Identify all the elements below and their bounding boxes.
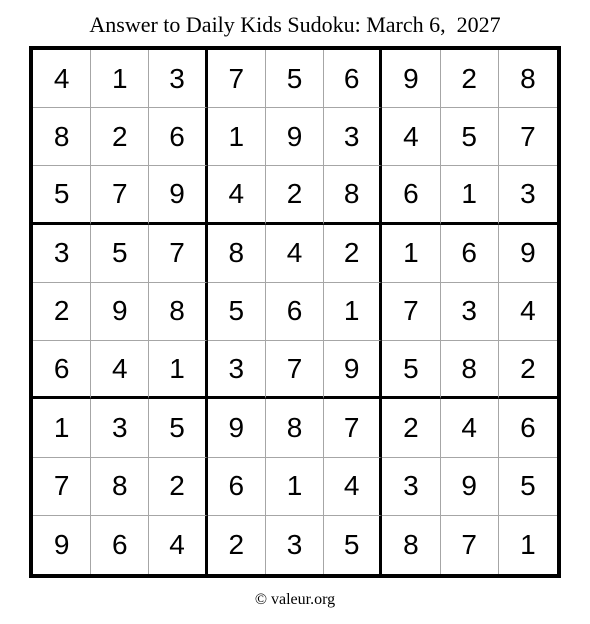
sudoku-cell-r5-c1: 2 bbox=[33, 283, 91, 341]
page-title: Answer to Daily Kids Sudoku: March 6, 2027 bbox=[89, 12, 501, 37]
sudoku-board bbox=[29, 46, 561, 578]
sudoku-cell-r5-c9: 4 bbox=[499, 283, 557, 341]
copyright-footer: © valeur.org bbox=[254, 591, 336, 608]
sudoku-cell-r4-c7: 1 bbox=[382, 225, 440, 283]
sudoku-cell-r1-c6: 6 bbox=[324, 50, 382, 108]
sudoku-cell-r4-c3: 7 bbox=[149, 225, 207, 283]
sudoku-cell-r4-c9: 9 bbox=[499, 225, 557, 283]
sudoku-cell-r4-c4: 8 bbox=[208, 225, 266, 283]
sudoku-cell-r1-c5: 5 bbox=[266, 50, 324, 108]
sudoku-cell-r4-c5: 4 bbox=[266, 225, 324, 283]
sudoku-cell-r4-c2: 5 bbox=[91, 225, 149, 283]
sudoku-cell-r2-c7: 4 bbox=[382, 108, 440, 166]
sudoku-cell-r3-c5: 2 bbox=[266, 166, 324, 224]
sudoku-cell-r9-c8: 7 bbox=[441, 516, 499, 574]
sudoku-cell-r8-c4: 6 bbox=[208, 458, 266, 516]
sudoku-cell-r8-c9: 5 bbox=[499, 458, 557, 516]
sudoku-cell-r2-c5: 9 bbox=[266, 108, 324, 166]
sudoku-cell-r7-c1: 1 bbox=[33, 399, 91, 457]
sudoku-cell-r3-c2: 7 bbox=[91, 166, 149, 224]
sudoku-cell-r4-c6: 2 bbox=[324, 225, 382, 283]
sudoku-cell-r9-c1: 9 bbox=[33, 516, 91, 574]
sudoku-cell-r5-c3: 8 bbox=[149, 283, 207, 341]
sudoku-cell-r8-c1: 7 bbox=[33, 458, 91, 516]
sudoku-cell-r3-c6: 8 bbox=[324, 166, 382, 224]
sudoku-cell-r1-c1: 4 bbox=[33, 50, 91, 108]
sudoku-cell-r1-c2: 1 bbox=[91, 50, 149, 108]
sudoku-cell-r6-c9: 2 bbox=[499, 341, 557, 399]
sudoku-cell-r6-c7: 5 bbox=[382, 341, 440, 399]
sudoku-cell-r8-c5: 1 bbox=[266, 458, 324, 516]
sudoku-cell-r6-c6: 9 bbox=[324, 341, 382, 399]
sudoku-cell-r6-c3: 1 bbox=[149, 341, 207, 399]
sudoku-cell-r2-c9: 7 bbox=[499, 108, 557, 166]
sudoku-cell-r1-c3: 3 bbox=[149, 50, 207, 108]
sudoku-cell-r6-c5: 7 bbox=[266, 341, 324, 399]
sudoku-cell-r9-c5: 3 bbox=[266, 516, 324, 574]
sudoku-cell-r2-c6: 3 bbox=[324, 108, 382, 166]
sudoku-cell-r9-c2: 6 bbox=[91, 516, 149, 574]
sudoku-cell-r6-c8: 8 bbox=[441, 341, 499, 399]
sudoku-cell-r3-c3: 9 bbox=[149, 166, 207, 224]
sudoku-cell-r2-c3: 6 bbox=[149, 108, 207, 166]
sudoku-cell-r7-c6: 7 bbox=[324, 399, 382, 457]
sudoku-cell-r7-c7: 2 bbox=[382, 399, 440, 457]
sudoku-cell-r8-c2: 8 bbox=[91, 458, 149, 516]
sudoku-cell-r3-c1: 5 bbox=[33, 166, 91, 224]
sudoku-cell-r5-c5: 6 bbox=[266, 283, 324, 341]
sudoku-cell-r1-c9: 8 bbox=[499, 50, 557, 108]
sudoku-cell-r9-c6: 5 bbox=[324, 516, 382, 574]
sudoku-cell-r7-c9: 6 bbox=[499, 399, 557, 457]
sudoku-cell-r4-c8: 6 bbox=[441, 225, 499, 283]
sudoku-cell-r3-c4: 4 bbox=[208, 166, 266, 224]
sudoku-cell-r8-c3: 2 bbox=[149, 458, 207, 516]
sudoku-cell-r3-c7: 6 bbox=[382, 166, 440, 224]
sudoku-cell-r7-c2: 3 bbox=[91, 399, 149, 457]
sudoku-cell-r8-c6: 4 bbox=[324, 458, 382, 516]
sudoku-cell-r9-c4: 2 bbox=[208, 516, 266, 574]
sudoku-cell-r1-c7: 9 bbox=[382, 50, 440, 108]
sudoku-cell-r8-c8: 9 bbox=[441, 458, 499, 516]
sudoku-cell-r5-c2: 9 bbox=[91, 283, 149, 341]
sudoku-cell-r7-c5: 8 bbox=[266, 399, 324, 457]
sudoku-cell-r4-c1: 3 bbox=[33, 225, 91, 283]
sudoku-cell-r1-c8: 2 bbox=[441, 50, 499, 108]
sudoku-cell-r9-c7: 8 bbox=[382, 516, 440, 574]
sudoku-cell-r5-c7: 7 bbox=[382, 283, 440, 341]
sudoku-cell-r9-c3: 4 bbox=[149, 516, 207, 574]
sudoku-cell-r3-c9: 3 bbox=[499, 166, 557, 224]
sudoku-cell-r6-c2: 4 bbox=[91, 341, 149, 399]
sudoku-cell-r6-c1: 6 bbox=[33, 341, 91, 399]
sudoku-cell-r8-c7: 3 bbox=[382, 458, 440, 516]
sudoku-cell-r5-c4: 5 bbox=[208, 283, 266, 341]
sudoku-cell-r7-c4: 9 bbox=[208, 399, 266, 457]
sudoku-cell-r5-c8: 3 bbox=[441, 283, 499, 341]
sudoku-cell-r2-c1: 8 bbox=[33, 108, 91, 166]
sudoku-cell-r7-c8: 4 bbox=[441, 399, 499, 457]
sudoku-cell-r1-c4: 7 bbox=[208, 50, 266, 108]
sudoku-cell-r9-c9: 1 bbox=[520, 528, 536, 560]
sudoku-cell-r2-c2: 2 bbox=[91, 108, 149, 166]
sudoku-cell-r5-c6: 1 bbox=[324, 283, 382, 341]
sudoku-cell-r6-c4: 3 bbox=[208, 341, 266, 399]
sudoku-cell-r7-c3: 5 bbox=[149, 399, 207, 457]
sudoku-cell-r2-c4: 1 bbox=[208, 108, 266, 166]
sudoku-cell-r3-c8: 1 bbox=[441, 166, 499, 224]
sudoku-cell-r2-c8: 5 bbox=[441, 108, 499, 166]
